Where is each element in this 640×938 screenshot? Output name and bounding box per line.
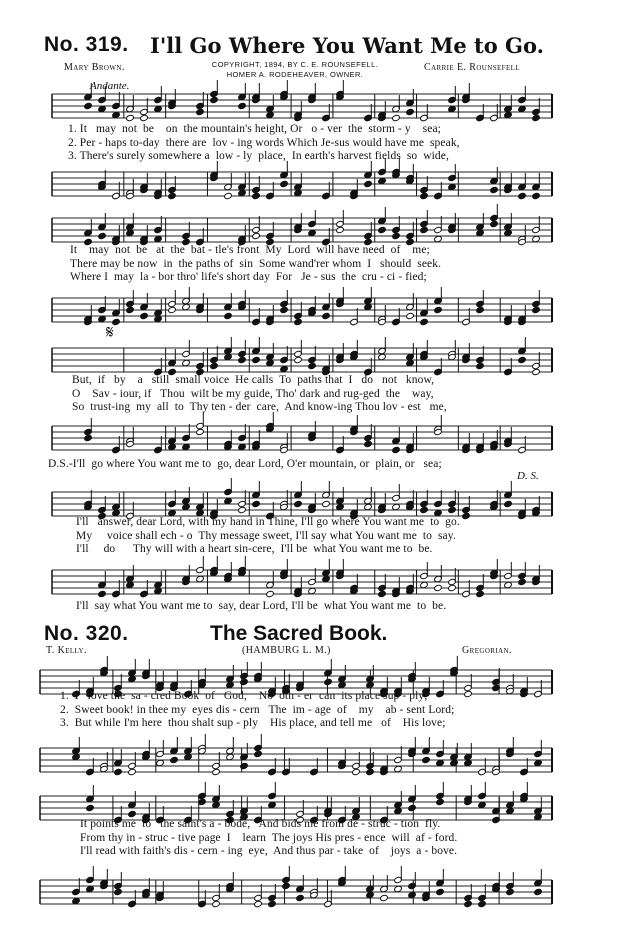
copyright-line-2: HOMER A. RODEHEAVER, OWNER. [226, 70, 364, 79]
staff-system-1-treble [52, 86, 552, 126]
verse-2-line: O Sav - iour, if Thou wilt be my guide, Tho' dark and rug-ged the way, [72, 387, 434, 400]
staff-system-4-bass [52, 562, 552, 602]
verse-2-line: From thy in - struc - tive page I learn The joys His pres - ence will af - ford. [80, 831, 458, 844]
verse-3-line: So trust-ing my all to Thy ten - der care, And know-ing Thou lov - est me, [72, 401, 447, 413]
system-2-lyrics [70, 244, 441, 285]
staff-system-2-bass [52, 290, 552, 330]
verse-3-line: 3. But while I'm here thou shalt sup - ply His place, and tell me of His love; [60, 717, 446, 729]
hymn-320-title: The Sacred Book. [210, 622, 388, 645]
hymn-320-meter: (HAMBURG L. M.) [242, 645, 331, 656]
hymn-320-system-2-lyrics [80, 818, 457, 859]
verse-2-line: There may be now in the paths of sin Some wand'rer whom I should seek. [70, 257, 442, 270]
hymn-320-system-1-lyrics [60, 690, 454, 731]
hymn-319-author: Carrie E. Rounsefell [424, 62, 521, 73]
verse-1-line: 1. I love the sa - cred Book of God, No oth - er can its place sup - ply; [60, 690, 428, 702]
system-4-lyrics [76, 516, 460, 557]
verse-2-line: My voice shall ech - o Thy message sweet, I'll say what You want me to say. [76, 529, 456, 542]
staff-320-system-1-bass [40, 740, 552, 780]
verse-1-line: It may not be at the bat - tle's front My Lord will have need of me; [70, 244, 430, 256]
hymn-320-composer: Gregorian. [462, 645, 512, 656]
copyright-line-1: COPYRIGHT, 1894, BY C. E. ROUNSEFELL. [211, 60, 379, 69]
segno-sign: 𝄋 [106, 322, 114, 343]
hymn-320-author: T. Kelly. [46, 645, 87, 656]
verse-2-line: 2. Sweet book! in thee my eyes dis - cern The im - age of my ab - sent Lord; [60, 703, 455, 716]
hymn-320-number: No. 320. [44, 622, 129, 645]
verse-3-line: Where I may la - bor thro' life's short day For Je - sus the cru - ci - fied; [70, 271, 427, 283]
system-3-lyrics [72, 374, 447, 415]
hymn-319-copyright [195, 60, 395, 80]
system-4-bottom-line: I'll say what You want me to say, dear Lord, I'll be what You want me to be. [76, 600, 447, 612]
verse-3-line: I'll do Thy will with a heart sin-cere, I'll be what You want me to be. [76, 543, 433, 555]
hymn-319-title: I'll Go Where You Want Me to Go. [150, 33, 544, 58]
verse-3-line: I'll read with faith's dis - cern - ing eye, And thus par - take of joys a - bove. [80, 845, 458, 857]
hymn-319-number: No. 319. [44, 33, 129, 56]
verse-1-line: It points me to the saint's a - bode, And bids me from de - struc - tion fly. [80, 818, 441, 830]
staff-320-system-2-bass [40, 872, 552, 912]
ds-marking: D. S. [517, 470, 539, 482]
verse-1-line: 1. It may not be on the mountain's height, Or o - ver the storm - y sea; [68, 123, 441, 135]
verse-1-line: But, if by a still small voice He calls To paths that I do not know, [72, 374, 435, 386]
verse-3-line: 3. There's surely somewhere a low - ly place, In earth's harvest fields so wide, [68, 150, 449, 162]
hymn-319-composer: Mary Brown. [64, 62, 125, 73]
ds-chorus-line: D.S.-I'll go where You want me to go, dear Lord, O'er mountain, or plain, or sea; [48, 458, 442, 470]
system-1-lyrics [68, 123, 460, 164]
staff-system-1-bass [52, 164, 552, 204]
verse-1-line: I'll answer, dear Lord, with my hand in Thine, I'll go where You want me to go. [76, 516, 460, 528]
staff-system-3-bass [52, 418, 552, 458]
verse-2-line: 2. Per - haps to-day there are lov - ing words Which Je-sus would have me speak, [68, 136, 460, 149]
tempo-marking: Andante. [90, 80, 130, 92]
